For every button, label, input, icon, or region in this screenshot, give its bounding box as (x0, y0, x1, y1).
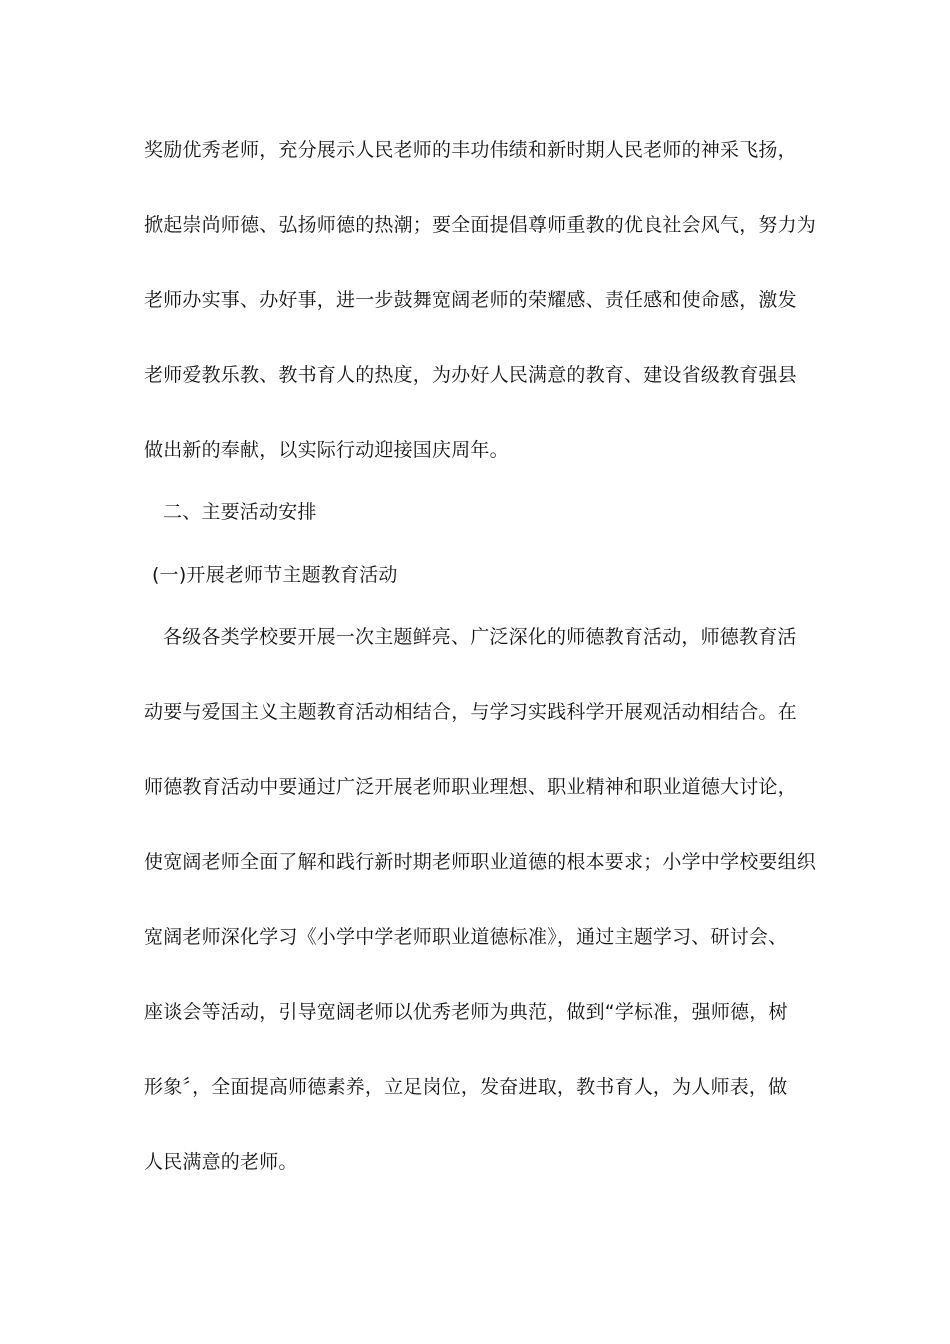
paragraph-line: 老师爱教乐教、教书育人的热度，为办好人民满意的教育、建设省级教育强县 (144, 364, 797, 386)
paragraph-line: 做出新的奉献，以实际行动迎接国庆周年。 (144, 439, 509, 461)
paragraph-line: 使宽阔老师全面了解和践行新时期老师职业道德的根本要求；小学中学校要组织 (144, 851, 817, 873)
subsection-heading: (一)开展老师节主题教育活动 (152, 564, 398, 586)
paragraph-line: 宽阔老师深化学习《小学中学老师职业道德标准》，通过主题学习、研讨会、 (144, 926, 788, 948)
paragraph-line: 人民满意的老师。 (144, 1151, 298, 1173)
paragraph-line: 掀起崇尚师德、弘扬师德的热潮；要全面提倡尊师重教的优良社会风气，努力为 (144, 214, 817, 236)
paragraph-line: 老师办实事、办好事，进一步鼓舞宽阔老师的荣耀感、责任感和使命感，激发 (144, 289, 797, 311)
paragraph-line: 各级各类学校要开展一次主题鲜亮、广泛深化的师德教育活动，师德教育活 (163, 626, 797, 648)
paragraph-line: 座谈会等活动，引导宽阔老师以优秀老师为典范，做到“学标准，强师德，树 (144, 1001, 788, 1023)
paragraph-line: 奖励优秀老师，充分展示人民老师的丰功伟绩和新时期人民老师的神采飞扬， (144, 139, 797, 161)
paragraph-line: 动要与爱国主义主题教育活动相结合，与学习实践科学开展观活动相结合。在 (144, 701, 797, 723)
section-heading: 二、主要活动安排 (163, 501, 317, 523)
paragraph-line: 形象〞，全面提高师德素养，立足岗位，发奋进取，教书育人，为人师表，做 (144, 1076, 788, 1098)
paragraph-line: 师德教育活动中要通过广泛开展老师职业理想、职业精神和职业道德大讨论， (144, 776, 797, 798)
